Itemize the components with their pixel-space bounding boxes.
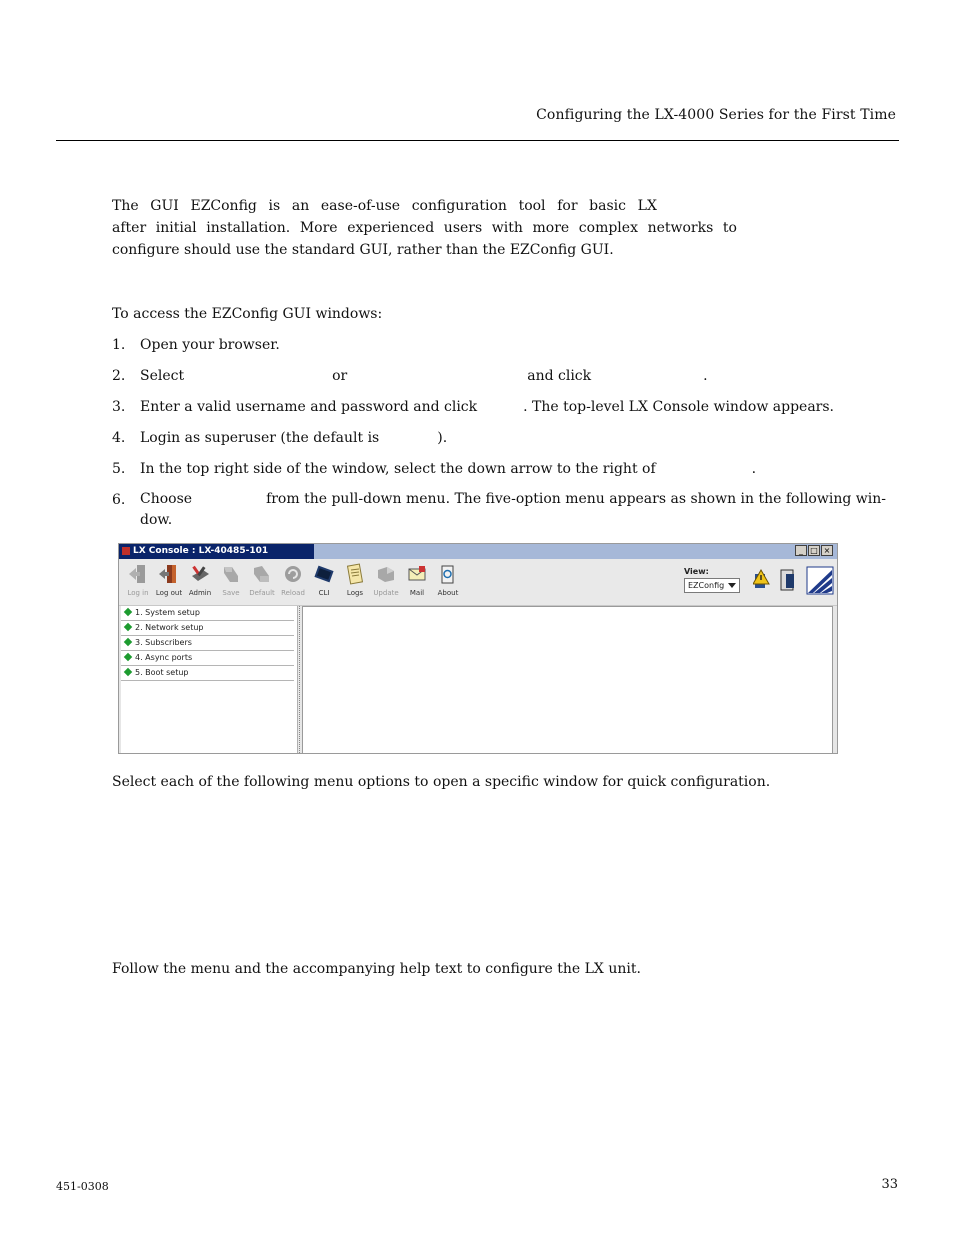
window-titlebar (119, 544, 837, 559)
step-number: 6. (112, 492, 126, 508)
toolbar-label: CLI (318, 589, 330, 597)
page-number: 33 (881, 1177, 898, 1192)
word: tool (518, 198, 546, 214)
save-icon (220, 562, 242, 586)
toolbar-label: About (437, 589, 459, 597)
menu-diamond-icon (124, 653, 132, 661)
step-fragment: . (751, 461, 757, 477)
login-icon (127, 562, 149, 586)
window-controls (795, 545, 833, 556)
word: is (268, 198, 281, 214)
step-fragment: and click (527, 368, 592, 384)
word: The (112, 198, 139, 214)
status-icons (753, 564, 835, 598)
toolbar-label: Default (249, 589, 275, 597)
update-button[interactable] (371, 562, 401, 597)
default-button[interactable] (247, 562, 277, 597)
step-text (140, 365, 708, 387)
word: experienced (347, 220, 435, 236)
default-icon (251, 562, 273, 586)
reload-icon (282, 562, 304, 586)
step-text (140, 396, 834, 418)
intro-paragraph (112, 195, 892, 261)
intro-line-2 (112, 217, 737, 239)
step-number: 1. (112, 337, 126, 353)
word: networks (647, 220, 714, 236)
word: for (557, 198, 578, 214)
menu-item-label: 5. Boot setup (135, 668, 189, 677)
menu-item-label: 3. Subscribers (135, 638, 192, 647)
logs-icon (344, 562, 366, 586)
access-text: To access the EZConfig GUI windows: (112, 306, 383, 322)
menu-item-boot-setup[interactable] (121, 666, 294, 681)
mail-button[interactable] (402, 562, 432, 597)
menu-item-system-setup[interactable] (121, 606, 294, 621)
menu-diamond-icon (124, 623, 132, 631)
close-button[interactable]: × (821, 545, 833, 556)
menu-item-async-ports[interactable] (121, 651, 294, 666)
view-label: View: (684, 567, 709, 576)
step-3 (112, 396, 898, 427)
menu-diamond-icon (124, 638, 132, 646)
intro-line-1 (112, 195, 657, 217)
word: users (443, 220, 483, 236)
login-button[interactable] (123, 562, 153, 597)
word: an (291, 198, 310, 214)
step-fragment: ). (437, 430, 448, 446)
view-dropdown[interactable] (684, 578, 740, 593)
menu-item-subscribers[interactable] (121, 636, 294, 651)
ezconfig-menu-panel (121, 606, 298, 753)
toolbar-label: Update (373, 589, 399, 597)
menu-item-network-setup[interactable] (121, 621, 294, 636)
word: after (112, 220, 147, 236)
about-button[interactable] (433, 562, 463, 597)
step-number: 2. (112, 368, 126, 384)
about-icon (437, 562, 459, 586)
toolbar-label: Log out (155, 589, 183, 597)
steps-list (112, 334, 898, 528)
toolbar-label: Log in (127, 589, 149, 597)
view-dropdown-value: EZConfig (688, 581, 725, 590)
step-text (140, 489, 898, 531)
toolbar-label: Logs (346, 589, 364, 597)
update-icon (375, 562, 397, 586)
reload-button[interactable] (278, 562, 308, 597)
menu-diamond-icon (124, 668, 132, 676)
window-title: LX Console : LX-40485-101 (133, 546, 269, 556)
word: configuration (411, 198, 507, 214)
save-button[interactable] (216, 562, 246, 597)
cli-button[interactable] (309, 562, 339, 597)
lx-console-screenshot (118, 543, 838, 754)
word: more (532, 220, 570, 236)
menu-diamond-icon (124, 608, 132, 616)
mail-icon (406, 562, 428, 586)
toolbar-label: Reload (281, 589, 305, 597)
toolbar-label: Mail (409, 589, 425, 597)
step-6 (112, 489, 898, 528)
word: basic (589, 198, 626, 214)
minimize-button[interactable]: _ (795, 545, 807, 556)
word: ease-of-use (320, 198, 401, 214)
word: initial (155, 220, 197, 236)
step-2 (112, 365, 898, 396)
word: EZConfig (190, 198, 257, 214)
step-fragment: from the pull-down menu. The five-option menu appears as shown in the following win-dow. (140, 491, 886, 528)
word: More (299, 220, 338, 236)
app-icon (122, 547, 130, 555)
step-fragment: Select (140, 368, 185, 384)
brand-logo-icon (807, 567, 833, 594)
help-icon (781, 570, 794, 590)
header-rule (56, 140, 899, 141)
word: complex (578, 220, 638, 236)
step-fragment: Login as superuser (the default is (140, 430, 380, 446)
step-text (140, 427, 447, 449)
toolbar (119, 559, 837, 606)
menu-item-label: 4. Async ports (135, 653, 193, 662)
step-number: 4. (112, 430, 126, 446)
step-number: 5. (112, 461, 126, 477)
step-text: Open your browser. (140, 337, 280, 353)
logout-icon (158, 562, 180, 586)
chevron-down-icon (728, 583, 736, 588)
admin-icon (189, 562, 211, 586)
running-header: Configuring the LX-4000 Series for the First Time (536, 107, 896, 123)
step-fragment: Enter a valid username and password and click (140, 399, 478, 415)
menu-item-label: 1. System setup (135, 608, 200, 617)
step-fragment: . The top-level LX Console window appears. (523, 399, 834, 415)
doc-number: 451-0308 (56, 1180, 109, 1193)
step-text (140, 458, 756, 480)
toolbar-label: Save (222, 589, 240, 597)
toolbar-label: Admin (188, 589, 212, 597)
cli-icon (313, 562, 335, 586)
logs-button[interactable] (340, 562, 370, 597)
follow-text: Follow the menu and the accompanying help text to configure the LX unit. (112, 961, 641, 977)
step-1 (112, 334, 898, 365)
intro-line-3: configure should use the standard GUI, rather than the EZConfig GUI. (112, 242, 614, 258)
word: with (491, 220, 523, 236)
step-number: 3. (112, 399, 126, 415)
menu-item-label: 2. Network setup (135, 623, 204, 632)
word: LX (637, 198, 657, 214)
step-5 (112, 458, 898, 489)
step-fragment: . (703, 368, 708, 384)
admin-button[interactable] (185, 562, 215, 597)
logout-button[interactable] (154, 562, 184, 597)
step-4 (112, 427, 898, 458)
after-screenshot-text: Select each of the following menu options to open a specific window for quick configuration. (112, 774, 771, 790)
main-content-panel (302, 606, 833, 753)
maximize-button[interactable]: □ (808, 545, 820, 556)
step-fragment: or (332, 368, 348, 384)
warning-icon (753, 570, 769, 588)
step-fragment: Choose (140, 491, 193, 507)
step-fragment: In the top right side of the window, select the down arrow to the right of (140, 461, 656, 477)
word: GUI (150, 198, 179, 214)
word: to (722, 220, 737, 236)
word: installation. (206, 220, 291, 236)
